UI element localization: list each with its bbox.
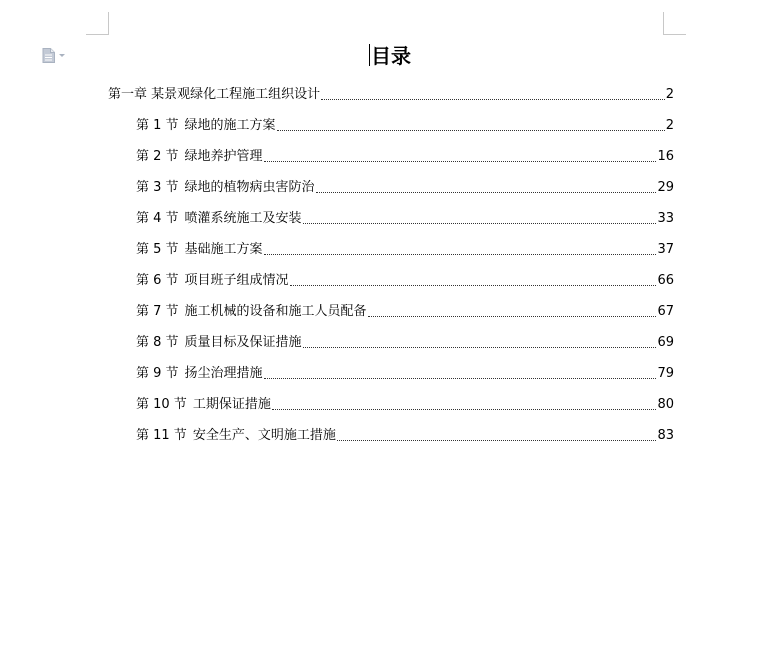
page-corner-top-right [663, 12, 686, 35]
toc-leader-dots [337, 439, 657, 441]
toc-leader-dots [264, 377, 657, 379]
toc-entry-page: 83 [657, 428, 674, 443]
toc-entry-page: 80 [657, 397, 674, 412]
toc-entry-title: 扬尘治理措施 [184, 366, 263, 381]
toc-entry-title: 施工机械的设备和施工人员配备 [184, 304, 367, 319]
toc-entry-title: 绿地的植物病虫害防治 [184, 180, 315, 195]
toc-leader-dots [303, 346, 657, 348]
toc-section-number: 第 4 节 [136, 211, 179, 226]
text-cursor [369, 44, 370, 66]
toc-section-entry[interactable] [136, 204, 674, 228]
toc-entry-page: 67 [657, 304, 674, 319]
toc-title: 目录 [371, 44, 411, 68]
toc-entry-title: 项目班子组成情况 [184, 273, 289, 288]
toc-leader-dots [264, 253, 657, 255]
toc-section-entry[interactable] [136, 328, 674, 352]
toc-entry-title: 基础施工方案 [184, 242, 263, 257]
toc-section-number: 第 10 节 [136, 397, 187, 412]
page-corner-top-left [86, 12, 109, 35]
toc-entry-page: 66 [657, 273, 674, 288]
toc-section-number: 第 5 节 [136, 242, 179, 257]
toc-section-number: 第 9 节 [136, 366, 179, 381]
toc-section-number: 第 2 节 [136, 149, 179, 164]
toc-entry-title: 质量目标及保证措施 [184, 335, 302, 350]
toc-section-entry[interactable] [136, 297, 674, 321]
toc-section-entry[interactable] [136, 111, 674, 135]
toc-section-entry[interactable] [136, 390, 674, 414]
toc-leader-dots [368, 315, 657, 317]
toc-entry-page: 33 [657, 211, 674, 226]
toc-entry-title: 喷灌系统施工及安装 [184, 211, 302, 226]
toc-section-number: 第 6 节 [136, 273, 179, 288]
toc-leader-dots [316, 191, 657, 193]
toc-entry-title: 绿地的施工方案 [184, 118, 276, 133]
toc-entry-title: 第一章 某景观绿化工程施工组织设计 [108, 87, 321, 102]
toc-chapter-entry[interactable] [108, 80, 674, 104]
toc-section-entry[interactable] [136, 235, 674, 259]
toc-entry-page: 79 [657, 366, 674, 381]
toc-section-number: 第 7 节 [136, 304, 179, 319]
toc-entry-page: 69 [657, 335, 674, 350]
toc-section-number: 第 11 节 [136, 428, 187, 443]
toc-section-entry[interactable] [136, 421, 674, 445]
toc-leader-dots [277, 129, 665, 131]
toc-section-entry[interactable] [136, 266, 674, 290]
toc-leader-dots [272, 408, 657, 410]
toc-section-entry[interactable] [136, 359, 674, 383]
toc-leader-dots [303, 222, 657, 224]
toc-entry-title: 工期保证措施 [192, 397, 271, 412]
toc-section-number: 第 8 节 [136, 335, 179, 350]
toc-entry-page: 2 [665, 87, 674, 102]
toc-entry-title: 安全生产、文明施工措施 [192, 428, 336, 443]
toc-leader-dots [264, 160, 657, 162]
toc-title-line[interactable] [0, 42, 780, 70]
toc-leader-dots [321, 98, 665, 100]
toc-section-entry[interactable] [136, 173, 674, 197]
toc-entry-page: 29 [657, 180, 674, 195]
toc-section-number: 第 1 节 [136, 118, 179, 133]
toc-leader-dots [290, 284, 657, 286]
toc-section-entry[interactable] [136, 142, 674, 166]
toc-entry-page: 2 [665, 118, 674, 133]
toc-entry-page: 37 [657, 242, 674, 257]
toc-entry-page: 16 [657, 149, 674, 164]
toc-entry-title: 绿地养护管理 [184, 149, 263, 164]
toc-section-number: 第 3 节 [136, 180, 179, 195]
